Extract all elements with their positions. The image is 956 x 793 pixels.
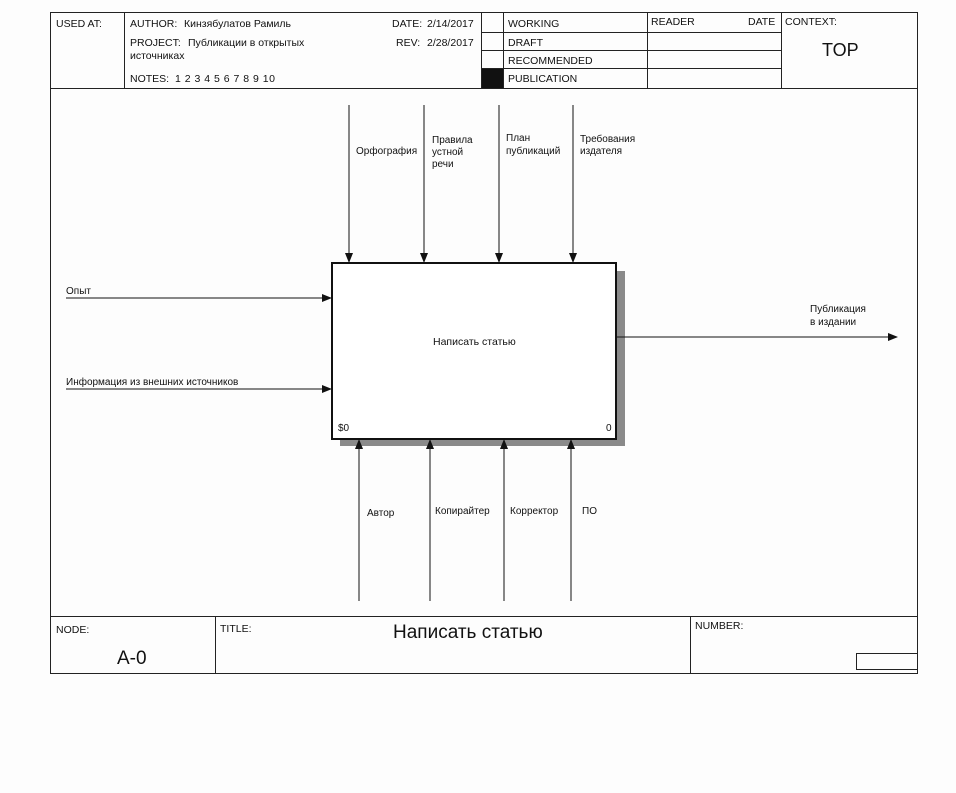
title-label: TITLE: xyxy=(220,623,252,635)
control-label-publication-plan: публикаций xyxy=(506,146,561,157)
control-label-spelling: Орфография xyxy=(356,146,418,157)
output-label-publication: в издании xyxy=(810,317,857,328)
node-value: A-0 xyxy=(117,648,147,669)
node-label: NODE: xyxy=(56,624,90,636)
control-label-publication-plan: План xyxy=(506,133,531,144)
author-value: Кинзябулатов Рамиль xyxy=(184,18,292,30)
control-label-speech-rules: речи xyxy=(432,159,454,170)
output-label-publication: Публикация xyxy=(810,304,866,315)
reader-label: READER xyxy=(651,16,695,28)
author-label: AUTHOR: xyxy=(130,18,178,30)
context-value: TOP xyxy=(822,40,859,60)
control-label-publisher-requirements: издателя xyxy=(580,146,623,157)
date-label: DATE: xyxy=(392,18,423,30)
status-publication: PUBLICATION xyxy=(508,73,578,85)
status-working: WORKING xyxy=(508,18,560,30)
activity-number: 0 xyxy=(606,423,612,434)
project-label: PROJECT: xyxy=(130,37,181,49)
status-draft: DRAFT xyxy=(508,37,543,49)
control-label-speech-rules: Правила xyxy=(432,135,473,146)
context-label: CONTEXT: xyxy=(785,16,837,28)
notes-label: NOTES: xyxy=(130,73,170,85)
project-value-continued: источниках xyxy=(130,50,185,62)
notes-value: 1 2 3 4 5 6 7 8 9 10 xyxy=(175,73,276,85)
control-label-speech-rules: устной xyxy=(432,147,464,158)
date-value: 2/14/2017 xyxy=(427,18,474,30)
input-label-experience: Опыт xyxy=(66,286,91,297)
control-label-publisher-requirements: Требования xyxy=(580,134,636,145)
input-label-external-info: Информация из внешних источников xyxy=(66,377,239,388)
mechanism-label-software: ПО xyxy=(582,506,597,517)
number-label: NUMBER: xyxy=(695,620,744,632)
footer-divider-number xyxy=(690,616,691,674)
activity-cost: $0 xyxy=(338,423,350,434)
used-at-label: USED AT: xyxy=(56,18,102,30)
rev-label: REV: xyxy=(396,37,421,49)
footer-top-line xyxy=(50,616,918,617)
footer-corner-box xyxy=(856,653,918,670)
status-recommended: RECOMMENDED xyxy=(508,55,593,67)
activity-name: Написать статью xyxy=(433,336,516,348)
project-value: Публикации в открытых xyxy=(188,37,305,49)
rev-value: 2/28/2017 xyxy=(427,37,474,49)
footer-divider-node xyxy=(215,616,216,674)
mechanism-label-author: Автор xyxy=(367,508,395,519)
mechanism-label-copywriter: Копирайтер xyxy=(435,506,490,517)
page-title: Написать статью xyxy=(393,622,543,643)
reader-date-label: DATE xyxy=(748,16,776,28)
activity-box xyxy=(332,263,616,439)
mechanism-label-proofreader: Корректор xyxy=(510,506,559,517)
